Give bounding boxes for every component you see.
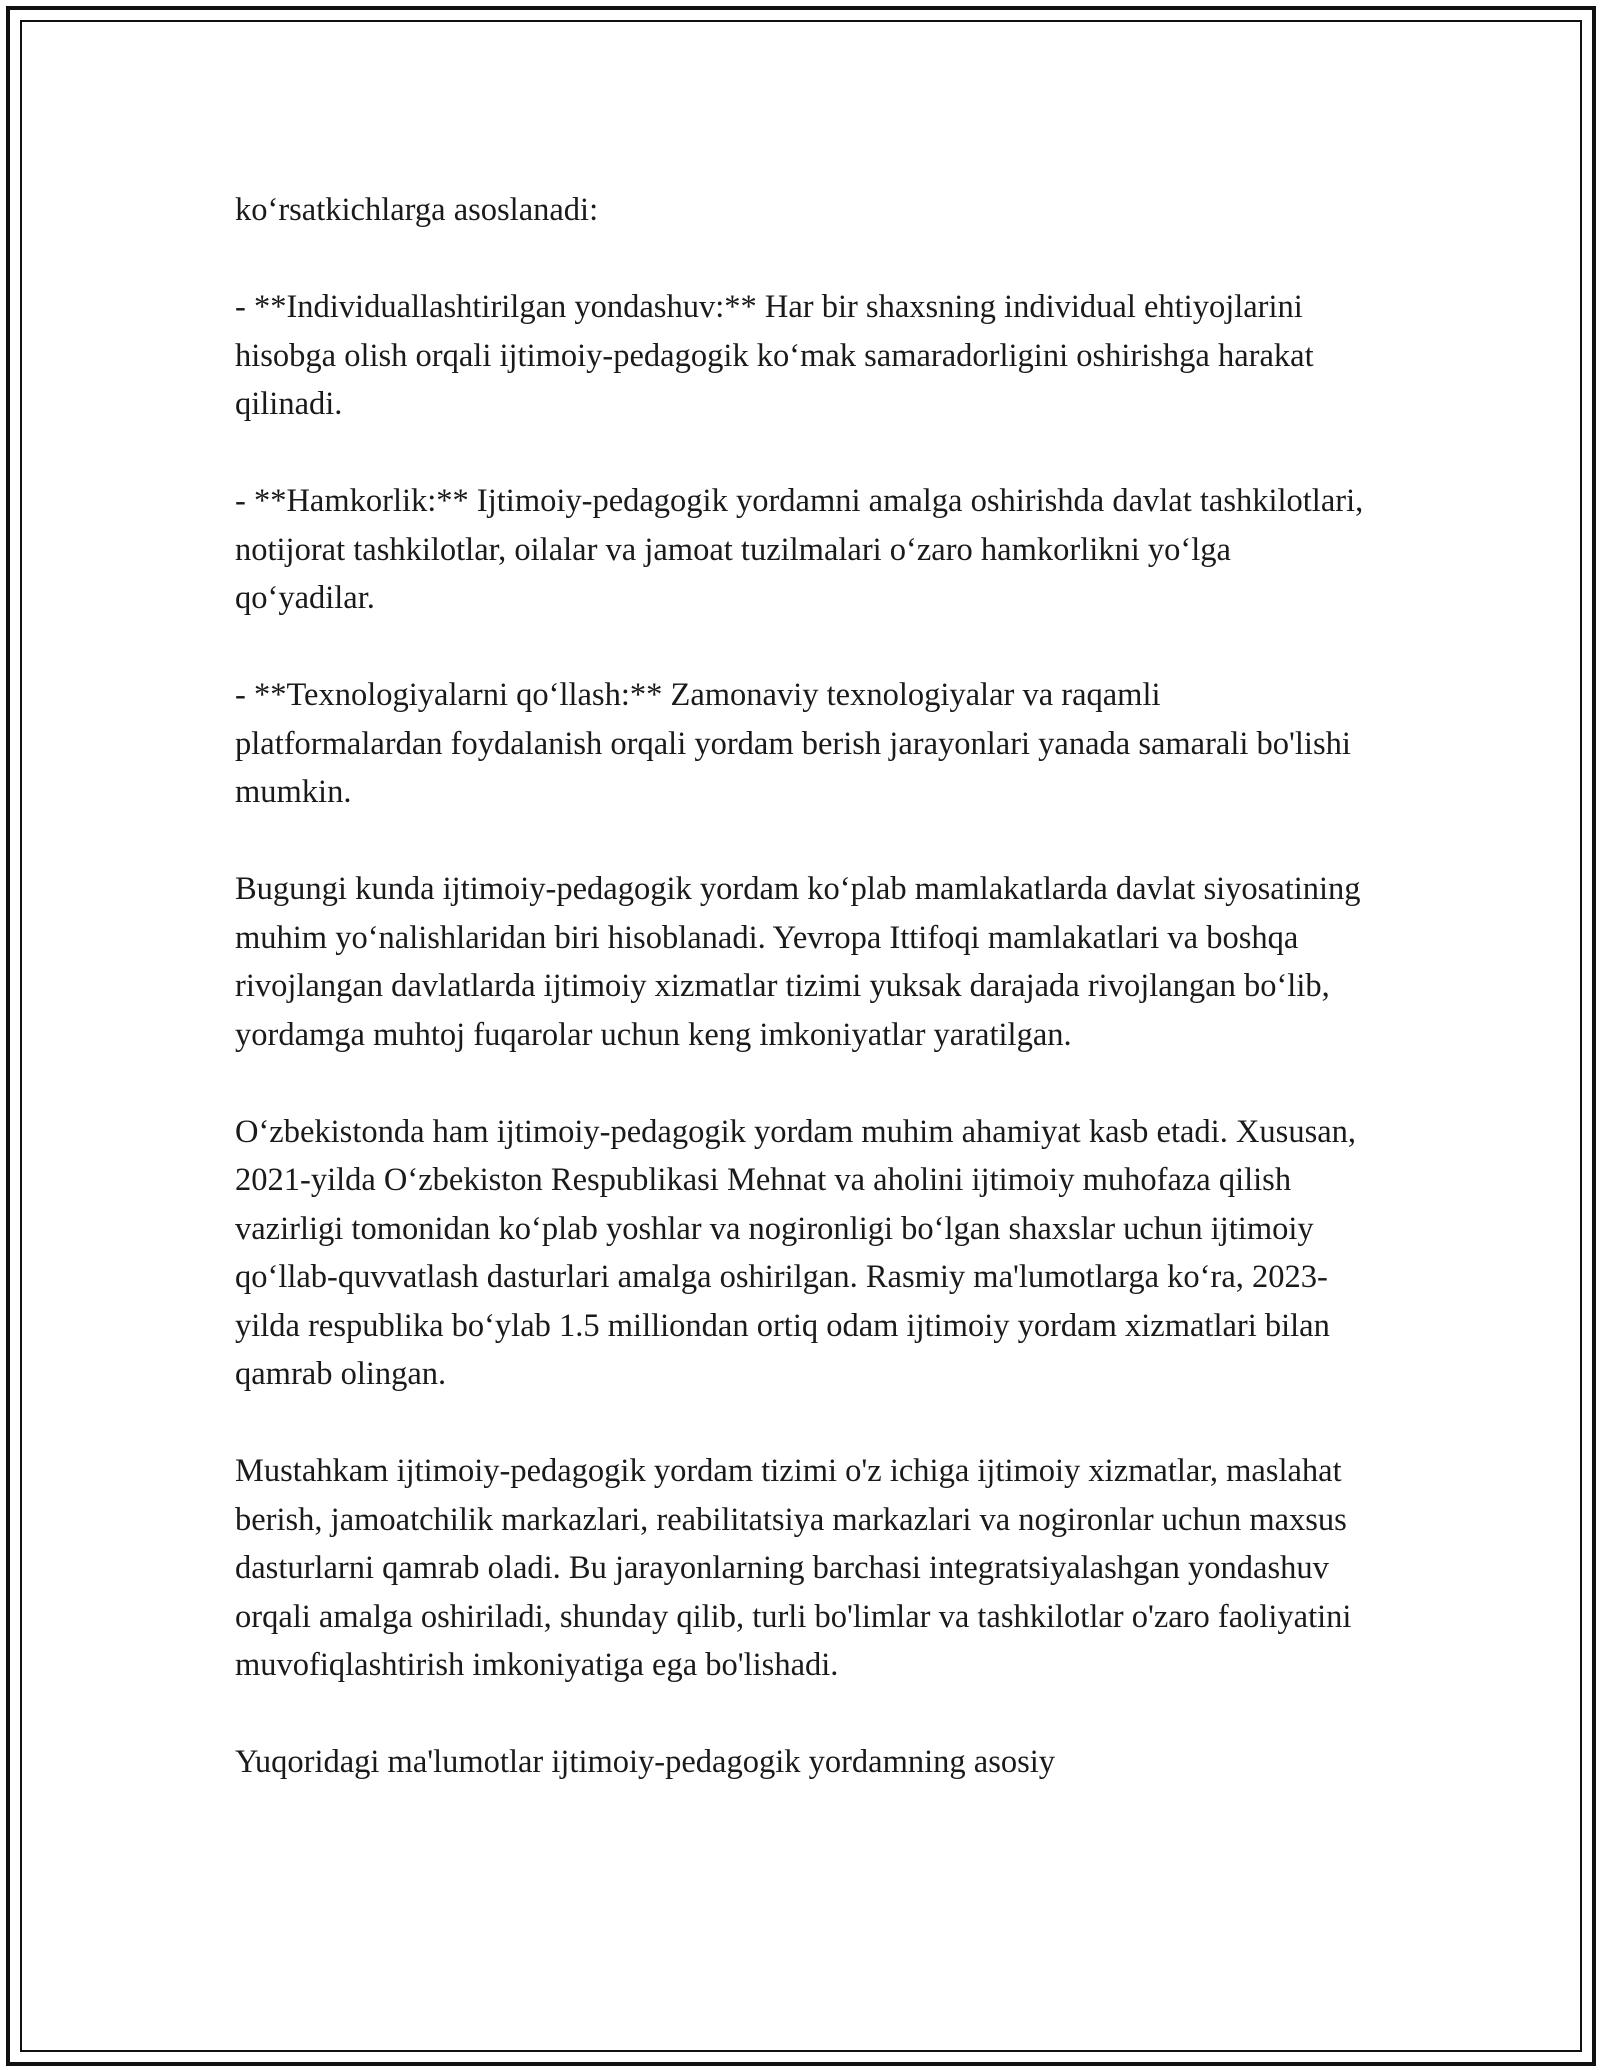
paragraph-intro: ko‘rsatkichlarga asoslanadi: — [235, 192, 599, 228]
document-body — [235, 186, 1375, 1787]
paragraph-individual-approach: - **Individuallashtirilgan yondashuv:** Har bir shaxsning individual ehtiyojlarini hisobga olish orqali ijtimoiy-pedagogik ko‘mak samaradorligini oshirishga harakat qilinadi. — [235, 289, 1314, 422]
paragraph-today: Bugungi kunda ijtimoiy-pedagogik yordam ko‘plab mamlakatlarda davlat siyosatining muhim yo‘nalishlaridan biri hisoblanadi. Yevropa Ittifoqi mamlakatlari va boshqa rivojlangan davlatlarda ijtimoiy xizmatlar tizimi yuksak darajada rivojlangan bo‘lib, yordamga muhtoj fuqarolar uchun keng imkoniyatlar yaratilgan. — [235, 871, 1361, 1053]
paragraph-uzbekistan: O‘zbekistonda ham ijtimoiy-pedagogik yordam muhim ahamiyat kasb etadi. Xususan, 2021-yilda O‘zbekiston Respublikasi Mehnat va aholini ijtimoiy muhofaza qilish vazirligi tomonidan ko‘plab yoshlar va nogironligi bo‘lgan shaxslar uchun ijtimoiy qo‘llab-quvvatlash dasturlari amalga oshirilgan. Rasmiy ma'lumotlarga ko‘ra, 2023-yilda respublika bo‘ylab 1.5 milliondan ortiq odam ijtimoiy yordam xizmatlari bilan qamrab olingan. — [235, 1113, 1357, 1392]
paragraph-system: Mustahkam ijtimoiy-pedagogik yordam tizimi o'z ichiga ijtimoiy xizmatlar, maslahat berish, jamoatchilik markazlari, reabilitatsiya markazlari va nogironlar uchun maxsus dasturlarni qamrab oladi. Bu jarayonlarning barchasi integratsiyalashgan yondashuv orqali amalga oshiriladi, shunday qilib, turli bo'limlar va tashkilotlar o'zaro faoliyatini muvofiqlashtirish imkoniyatiga ega bo'lishadi. — [235, 1453, 1352, 1683]
paragraph-technology: - **Texnologiyalarni qo‘llash:** Zamonaviy texnologiyalar va raqamli platformalardan foydalanish orqali yordam berish jarayonlari yanada samarali bo'lishi mumkin. — [235, 677, 1351, 810]
paragraph-closing: Yuqoridagi ma'lumotlar ijtimoiy-pedagogik yordamning asosiy — [235, 1744, 1056, 1780]
paragraph-cooperation: - **Hamkorlik:** Ijtimoiy-pedagogik yordamni amalga oshirishda davlat tashkilotlari, notijorat tashkilotlar, oilalar va jamoat tuzilmalari o‘zaro hamkorlikni yo‘lga qo‘yadilar. — [235, 483, 1364, 616]
